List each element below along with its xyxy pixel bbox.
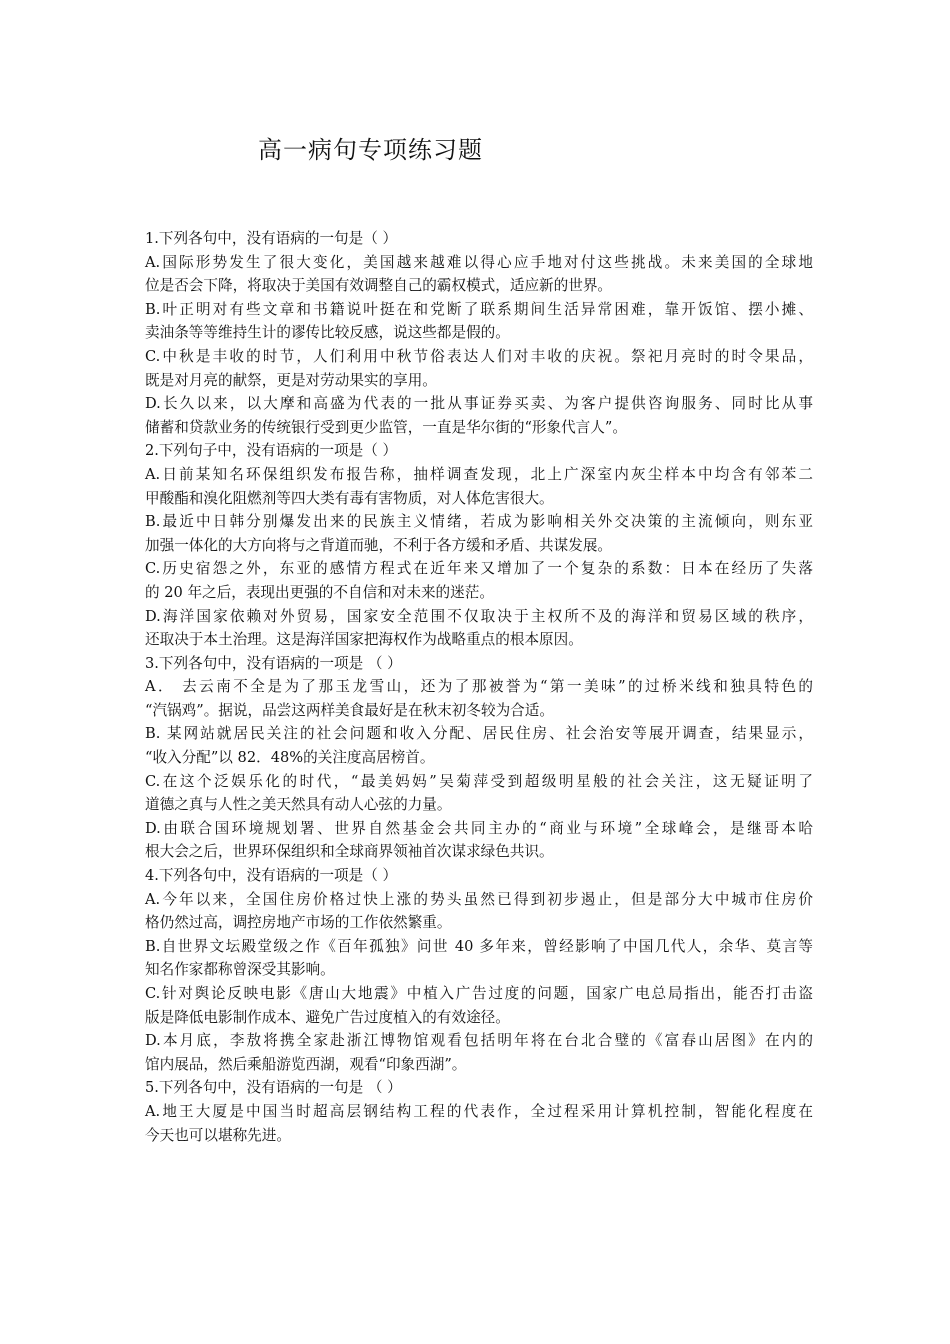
text-line: A.地王大厦是中国当时超高层钢结构工程的代表作，全过程采用计算机控制，智能化程度在	[145, 1102, 813, 1120]
text-line: B.自世界文坛殿堂级之作《百年孤独》问世 40 多年来，曾经影响了中国几代人，余华、莫言等	[145, 937, 813, 955]
text-line: “收入分配”以 82．48%的关注度高居榜首。	[145, 749, 435, 767]
text-line: 知名作家都称曾深受其影响。	[145, 961, 335, 979]
text-line: C.历史宿怨之外，东亚的感情方程式在近年来又增加了一个复杂的系数：日本在经历了失落	[145, 560, 813, 578]
text-line: 道德之真与人性之美天然具有动人心弦的力量。	[145, 796, 452, 814]
text-line: 版是降低电影制作成本、避免广告过度植入的有效途径。	[145, 1008, 510, 1026]
text-line: C.中秋是丰收的时节，人们利用中秋节俗表达人们对丰收的庆祝。祭祀月亮时的时令果品，	[145, 347, 813, 365]
text-line: 还取决于本土治理。这是海洋国家把海权作为战略重点的根本原因。	[145, 631, 583, 649]
text-line: C.在这个泛娱乐化的时代，“最美妈妈”吴菊萍受到超级明星般的社会关注，这无疑证明了	[145, 772, 813, 790]
text-line: D.海洋国家依赖对外贸易，国家安全范围不仅取决于主权所不及的海洋和贸易区域的秩序，	[145, 607, 813, 625]
text-line: 储蓄和贷款业务的传统银行受到更少监管，一直是华尔街的“形象代言人”。	[145, 418, 627, 436]
text-line: “汽锅鸡”。据说，品尝这两样美食最好是在秋末初冬较为合适。	[145, 701, 554, 719]
text-line: 3.下列各句中，没有语病的一项是 （ ）	[145, 654, 402, 672]
text-line: 今天也可以堪称先进。	[145, 1126, 291, 1144]
text-line: D.长久以来，以大摩和高盛为代表的一批从事证券买卖、为客户提供咨询服务、同时比从事	[145, 395, 813, 413]
text-line: 既是对月亮的献祭，更是对劳动果实的享用。	[145, 371, 437, 389]
text-line: 4.下列各句中，没有语病的一项是（ ）	[145, 867, 398, 885]
text-line: 甲酸酯和溴化阻燃剂等四大类有毒有害物质，对人体危害很大。	[145, 489, 554, 507]
text-line: 根大会之后，世界环保组织和全球商界领袖首次谋求绿色共识。	[145, 843, 554, 861]
text-line: B.最近中日韩分别爆发出来的民族主义情绪，若成为影响相关外交决策的主流倾向，则东亚	[145, 513, 813, 531]
text-line: 1.下列各句中，没有语病的一句是（ ）	[145, 230, 398, 247]
text-line: 5.下列各句中，没有语病的一句是 （ ）	[145, 1079, 402, 1097]
text-line: 2.下列句子中，没有语病的一项是（ ）	[145, 442, 398, 460]
text-line: 位是否会下降，将取决于美国有效调整自己的霸权模式，适应新的世界。	[145, 277, 613, 295]
text-line: D.本月底，李敖将携全家赴浙江博物馆观看包括明年将在台北合璧的《富春山居图》在内的	[145, 1032, 813, 1050]
text-line: A． 去云南不全是为了那玉龙雪山，还为了那被誉为“第一美味”的过桥米线和独具特色的	[145, 678, 813, 696]
page-title: 高一病句专项练习题	[258, 136, 483, 164]
text-line: B. 某网站就居民关注的社会问题和收入分配、居民住房、社会治安等展开调查，结果显示，	[145, 725, 813, 743]
text-line: D.由联合国环境规划署、世界自然基金会共同主办的“商业与环境”全球峰会，是继哥本哈	[145, 819, 813, 837]
text-line: 馆内展品，然后乘船游览西湖，观看“印象西湖”。	[145, 1055, 467, 1073]
text-line: 卖油条等等维持生计的谬传比较反感，说这些都是假的。	[145, 324, 510, 342]
text-line: 格仍然过高，调控房地产市场的工作依然繁重。	[145, 914, 452, 932]
text-line: 加强一体化的大方向将与之背道而驰，不利于各方缓和矛盾、共谋发展。	[145, 536, 613, 554]
text-line: C.针对舆论反映电影《唐山大地震》中植入广告过度的问题，国家广电总局指出，能否打击盗	[145, 985, 813, 1002]
text-line: 的 20 年之后，表现出更强的不自信和对未来的迷茫。	[145, 583, 494, 601]
text-line: A.日前某知名环保组织发布报告称，抽样调查发现，北上广深室内灰尘样本中均含有邻苯二	[145, 465, 813, 483]
question-list	[145, 227, 813, 1147]
text-line: A.今年以来，全国住房价格过快上涨的势头虽然已得到初步遏止，但是部分大中城市住房价	[145, 890, 813, 908]
text-line: B.叶正明对有些文章和书籍说叶挺在和党断了联系期间生活异常困难，靠开饭馆、摆小摊、	[145, 300, 813, 318]
text-line: A.国际形势发生了很大变化，美国越来越难以得心应手地对付这些挑战。未来美国的全球地	[145, 253, 813, 271]
